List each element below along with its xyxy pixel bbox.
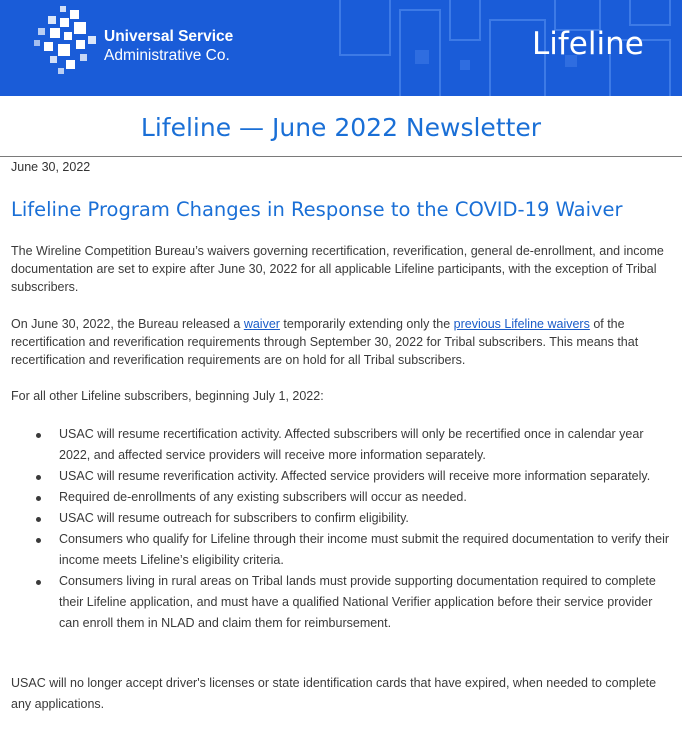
list-item xyxy=(0,529,682,571)
program-name: Lifeline xyxy=(532,26,644,62)
article-heading: Lifeline Program Changes in Response to the COVID-19 Waiver xyxy=(11,198,623,221)
org-name-line2: Administrative Co. xyxy=(104,47,230,64)
list-item xyxy=(0,487,682,508)
list-item-text: Consumers living in rural areas on Tribal lands must provide supporting documentation required to complete their Lifeline application, and must have a qualified National Verifier application before their service provider can enroll them in NLAD and claim them for reimbursement. xyxy=(59,574,656,630)
bullet-icon xyxy=(36,496,41,501)
changes-list xyxy=(0,424,682,634)
header-banner xyxy=(0,0,682,96)
bullet-icon xyxy=(36,517,41,522)
newsletter-date: June 30, 2022 xyxy=(11,160,91,174)
waiver-text-end: of the recertification and reverification requirements through September 30, 2022 for Tribal subscribers. This means that recertification and reverification requirements are on hold for all Tribal subscribers. xyxy=(11,317,639,367)
bullet-icon xyxy=(36,538,41,543)
list-item xyxy=(0,508,682,529)
closing-paragraph: USAC will no longer accept driver's licenses or state identification cards that have expired, when needed to complete any applications. xyxy=(11,676,657,711)
intro-paragraph: The Wireline Competition Bureau’s waivers governing recertification, reverification, general de-enrollment, and income documentation are set to expire after June 30, 2022 for all applicable Lifeline participants, with the exception of Tribal subscribers. xyxy=(11,244,664,294)
bullet-icon xyxy=(36,580,41,585)
waiver-text-mid: temporarily extending only the xyxy=(279,317,454,331)
usac-logo-icon xyxy=(30,6,100,76)
title-divider xyxy=(0,156,682,157)
newsletter-title: Lifeline — June 2022 Newsletter xyxy=(140,113,542,142)
waiver-link[interactable]: waiver xyxy=(243,317,280,331)
list-item xyxy=(0,466,682,487)
org-name xyxy=(104,27,233,65)
previous-waivers-link[interactable]: previous Lifeline waivers xyxy=(453,317,590,331)
list-item-text: Consumers who qualify for Lifeline through their income must submit the required documentation to verify their income meets Lifeline’s eligibility criteria. xyxy=(59,532,670,567)
list-item-text: USAC will resume recertification activity. Affected subscribers will only be recertified once in calendar year 2022, and affected service providers will receive more information separately. xyxy=(59,427,644,462)
list-item xyxy=(0,424,682,466)
waiver-paragraph xyxy=(11,315,671,369)
list-item xyxy=(0,571,682,634)
waiver-text-start: On June 30, 2022, the Bureau released a xyxy=(11,317,244,331)
bullet-icon xyxy=(36,433,41,438)
list-item-text: Required de-enrollments of any existing subscribers will occur as needed. xyxy=(59,490,467,504)
org-name-line1: Universal Service xyxy=(104,28,234,45)
bullet-icon xyxy=(36,475,41,480)
list-item-text: USAC will resume reverification activity. Affected service providers will receive more information separately. xyxy=(59,469,651,483)
list-intro: For all other Lifeline subscribers, beginning July 1, 2022: xyxy=(11,389,324,403)
list-item-text: USAC will resume outreach for subscribers to confirm eligibility. xyxy=(59,511,409,525)
